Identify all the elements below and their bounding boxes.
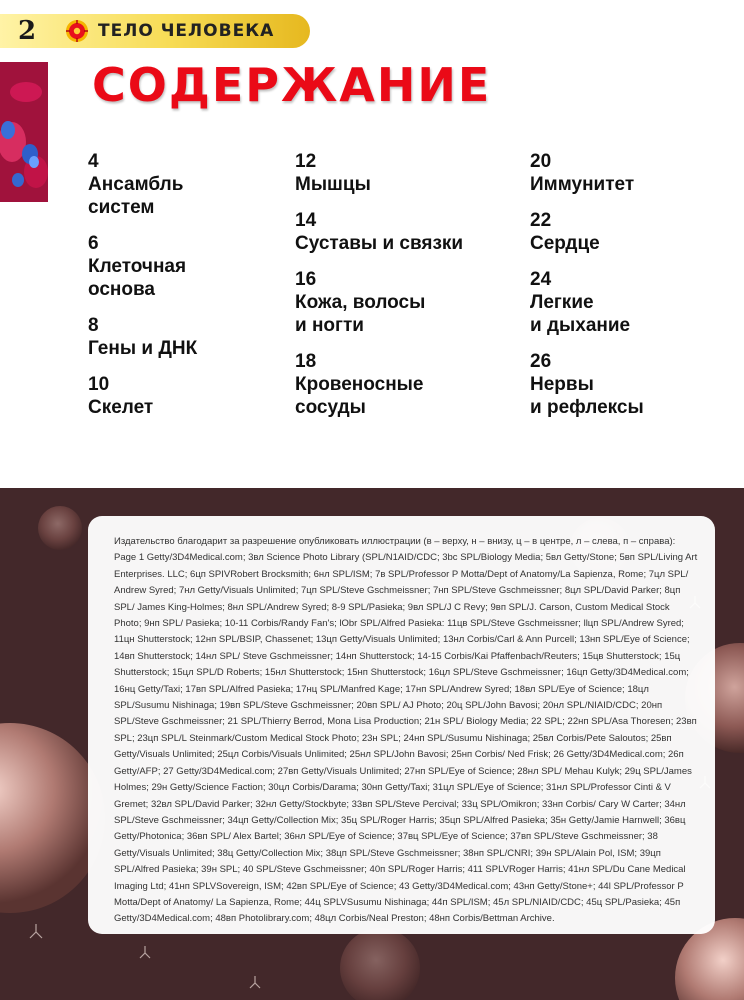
red-cell-icon: [64, 18, 90, 44]
toc-label: Ансамбль систем: [88, 174, 184, 218]
toc-label: Скелет: [88, 397, 154, 418]
toc-label: Кожа, волосы и ногти: [295, 292, 426, 336]
toc-entry[interactable]: [295, 150, 505, 196]
toc-entry[interactable]: [295, 209, 505, 255]
toc-column: [88, 150, 298, 432]
toc-label: Иммунитет: [530, 174, 635, 195]
toc-page-number: 22: [530, 210, 552, 231]
toc-entry[interactable]: [530, 150, 740, 196]
toc-page-number: 4: [88, 151, 99, 172]
toc-column: [530, 150, 740, 432]
toc-page-number: 8: [88, 315, 99, 336]
toc-page-number: 12: [295, 151, 317, 172]
toc-page-number: 10: [88, 374, 110, 395]
toc-label: Легкие и дыхание: [530, 292, 631, 336]
toc-label: Сердце: [530, 233, 600, 254]
toc-entry[interactable]: [530, 268, 740, 337]
toc-label: Кровеносные сосуды: [295, 374, 424, 418]
credits-box: [88, 516, 715, 934]
page-number: 2: [18, 16, 37, 46]
toc-label: Мышцы: [295, 174, 371, 195]
toc-page-number: 6: [88, 233, 99, 254]
toc-column: [295, 150, 505, 432]
toc-page-number: 18: [295, 351, 317, 372]
toc-page-number: 14: [295, 210, 317, 231]
toc-page-number: 20: [530, 151, 552, 172]
toc-page-number: 16: [295, 269, 317, 290]
toc-entry[interactable]: [88, 314, 298, 360]
table-of-contents: [88, 150, 728, 450]
toc-entry[interactable]: [530, 209, 740, 255]
toc-entry[interactable]: [295, 268, 505, 337]
toc-page-number: 26: [530, 351, 552, 372]
toc-label: Нервы и рефлексы: [530, 374, 644, 418]
toc-label: Клеточная основа: [88, 256, 187, 300]
toc-entry[interactable]: [88, 373, 298, 419]
toc-entry[interactable]: [295, 350, 505, 419]
photo-credits-text: Издательство благодарит за разрешение опубликовать иллюстрации (в – верху, н – внизу, ц – в центре, л – слева, п – справа): Page 1 Getty/3D4Medical.com; 3вл Science Photo Library (SPL/N1AID/CDC; 3bc SPL/Biology Media; 5вл Getty/Stone; 5вп SPL/Living Art Enterprises. LLC; 6цп SPIVRobert Brocksmith; 6нл SPL/ISM; 7в SPL/Professor P Motta/Dept of Anatomy/La Sapienza, Rome; 7цл SPL/ Andrew Syred; 7нл Getty/Visuals Unlimited; 7цп SPL/Steve Gschmeissner; 7нп SPL/Steve Gschmeissner; 8цл SPL/David Parker; 8цп SPL/ James King-Holmes; 8нл SPL/Andrew Syred; 8-9 SPL/Pasieka; 9вл SPL/J C Revy; 9вп SPL/J. Carson, Custom Medical Stock Photo; 9нп SPL/ Pasieka; 10-11 Corbis/Randy Fan's; lObr SPL/Alfred Pasieka: 11цв SPL/Steve Gschmeissner; llцп SPL/Andrew Syred; 11цн Shutterstock; 12нп SPL/BSIP, Chassenet; 13цп Getty/Visuals Unlimited; 13нл Corbis/Carl & Ann Purcell; 13нп SPL/Eye of Science; 14вп Shutterstock; 14нл SPL/ Steve Gschmeissner; 14нп Shutterstock; 14-15 Corbis/Kai Pfaffenbach/Reuters; 15цв Shutterstock; 15ц Shutterstock; 15цл SPL/D Roberts; 15нл Shutterstock; 15нп Shutterstock; 16цл SPL/Steve Gschmeissner; 16цп Getty/3D4Medical.com; 16нц Getty/Taxi; 17вп SPL/Alfred Pasieka; 17нц SPL/Manfred Kage; 17нп SPL/Andrew Syred; 18вл SPL/Eye of Science; 18цл SPL/Susumu Nishinaga; 19вп SPL/Steve Gschmeissner; 20вп SPL/ AJ Photo; 20ц SPL/John Bavosi; 20нл SPL/NIAID/CDC; 20нп SPL/Steve Gschmeissner; 21 SPL/Thierry Berrod, Mona Lisa Production; 21н SPL/ Biology Media; 22 SPL; 22нп SPL/Asa Thoresen; 23вп SPL; 23цп SPL/L Steinmark/Custom Medical Stock Photo; 23н SPL; 24нп SPL/Susumu Nishinaga; 25вл Corbis/Pete Saloutos; 25вп Getty/Visuals Unlimited; 25цл Corbis/Visuals Unlimited; 25нл SPL/John Bavosi; 25нп Corbis/ Ned Frisk; 26 Getty/3D4Medical.com; 26п Getty/AFP; 27 Getty/3D4Medical.com; 27вп Getty/Visuals Unlimited; 27нп SPL/Eye of Science; 28нл SPL/ Mehau Kulyk; 29ц SPL/James Holmes; 29н Getty/Science Faction; 30цл Corbis/Darama; 30нп Getty/Taxi; 31цл SPL/Eye of Science; 31нл SPL/Professor Cinti & V Gremet; 32вл SPL/David Parker; 32нл Getty/Stockbyte; 33вп SPL/Steve Percival; 33ц SPL/Omikron; 33нп Corbis/ Cary W Carter; 34нл SPL/Steve Gschmeissner; 34цп Getty/Collection Mix; 35ц SPL/Roger Harris; 35цп SPL/Alfred Pasieka; 35н Getty/Jamie Harnwell; 36вц Getty/Photonica; 36вп SPL/ Alex Bartel; 36нл SPL/Eye of Science; 37вц SPL/Eye of Science; 37вп SPL/Steve Gschmeissner; 38 Getty/Visuals Unlimited; 38ц Getty/Collection Mix; 38цп SPL/Steve Gschmeissner; 38нп SPL/CNRI; 39н SPL/Alain Pol, ISM; 39цп SPL/Alfred Pasieka; 39н SPL; 40 SPL/Steve Gschmeissner; 40п SPL/Roger Harris; 411 SPLVRoger Harris; 41нл SPL/Du Cane Medical Imaging Ltd; 41нп SPLVSovereign, ISM; 42вп SPL/Eye of Science; 43 Getty/3D4Medical.com; 43нп Getty/Stone+; 44l SPL/Professor P Motta/Dept of Anatomy/ La Sapienza, Rome; 44ц SPLVSusumu Nishinaga; 44п SPL/ISM; 45л SPL/NIAID/CDC; 45ц SPL/Pasieka; 45п Getty/3D4Medical.com; 48вп Photolibrary.com; 48цл Corbis/Neal Preston; 48нп Corbis/Bettman Archive.: [114, 536, 698, 925]
toc-label: Гены и ДНК: [88, 338, 198, 359]
toc-page-number: 24: [530, 269, 552, 290]
page-title: СОДЕРЖАНИЕ: [92, 58, 492, 112]
toc-entry[interactable]: [530, 350, 740, 419]
cell-photo-image: [0, 62, 48, 202]
section-title: ТЕЛО ЧЕЛОВЕКА: [98, 21, 275, 41]
toc-entry[interactable]: [88, 150, 298, 219]
toc-entry[interactable]: [88, 232, 298, 301]
toc-label: Суставы и связки: [295, 233, 464, 254]
